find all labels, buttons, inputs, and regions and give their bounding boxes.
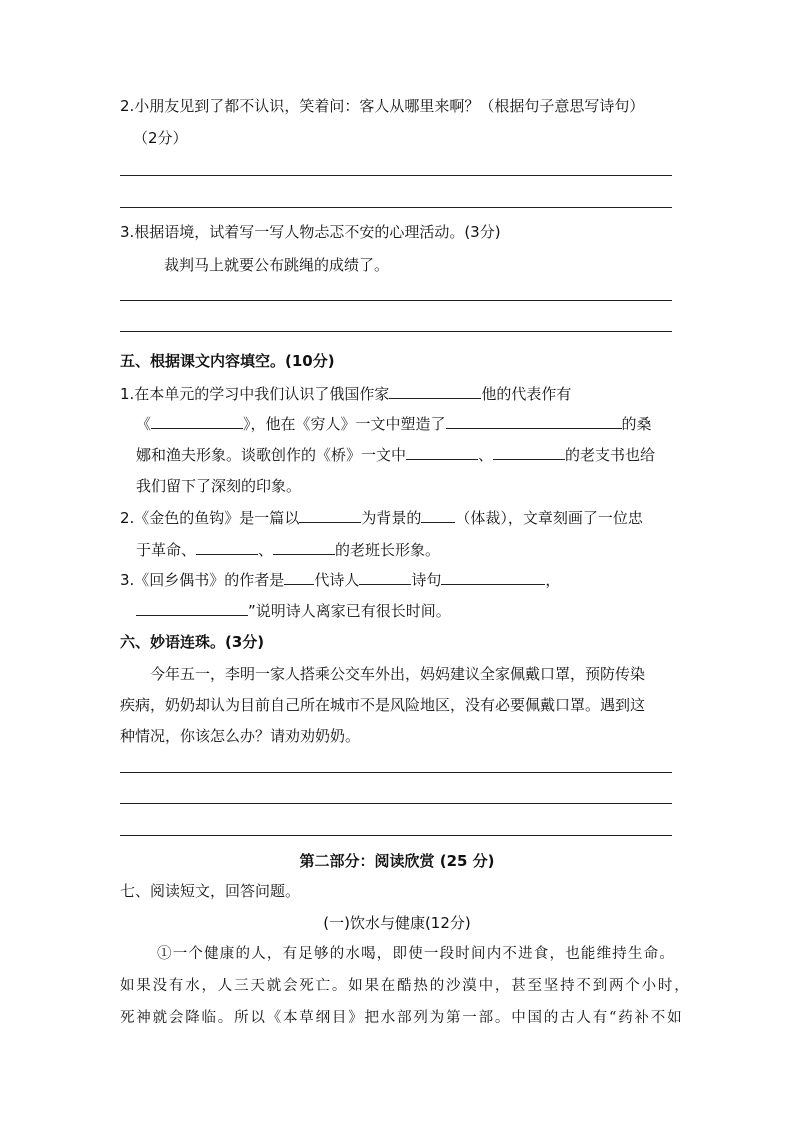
passage-line2: 如果没有水，人三天就会死亡。如果在酷热的沙漠中，甚至坚持不到两个小时， [120,978,691,994]
answer-line [120,331,672,332]
blank [151,413,243,429]
blank [136,600,248,616]
answer-line [120,175,672,176]
blank [273,539,335,555]
s5-item2-line1: 2.《金色的鱼钩》是一篇以 为背景的 （体裁），文章刻画了一位忠 [120,509,643,527]
s6-paragraph-line2: 疾病，奶奶却认为目前自己所在城市不是风险地区，没有必要佩戴口罩。遇到这 [120,696,646,714]
blank [421,507,455,523]
q2-line2: （2分） [133,129,188,147]
answer-line [120,835,672,836]
s5-item1-line4: 我们留下了深刻的印象。 [136,477,302,495]
s5-item2-line2: 于革命、 、 的老班长形象。 [136,541,441,559]
blank [359,569,411,585]
s5-item3-line2: ”说明诗人离家已有很长时间。 [136,600,451,621]
blank [284,569,314,585]
q3-line1: 3.根据语境，试着写一写人物忐忑不安的心理活动。(3分) [120,223,501,241]
part2-title: 第二部分：阅读欣赏 (25 分) [299,852,495,870]
passage-line3: 死神就会降临。所以《本草纲目》把水部列为第一部。中国的古人有“药补不如 [120,1010,684,1026]
blank [196,539,258,555]
passage-subtitle: (一)饮水与健康(12分) [323,914,471,932]
blank [446,413,622,429]
section-5-title: 五、根据课文内容填空。(10分) [120,352,335,370]
answer-line [120,207,672,208]
blank [493,444,565,460]
s5-item1-line2: 《 》，他在《穷人》一文中塑造了 的桑 [136,415,652,433]
answer-line [120,803,672,804]
q2-line1: 2.小朋友见到了都不认识，笑着问：客人从哪里来啊？（根据句子意思写诗句） [120,97,645,115]
answer-line [120,772,672,773]
s6-paragraph-line3: 种情况，你该怎么办？请劝劝奶奶。 [120,727,361,745]
q3-line2: 裁判马上就要公布跳绳的成绩了。 [164,256,390,274]
passage-line1: ①一个健康的人，有足够的水喝，即使一段时间内不进食，也能维持生命。 [157,946,676,962]
s6-paragraph-line1: 今年五一，李明一家人搭乘公交车外出，妈妈建议全家佩戴口罩，预防传染 [150,665,646,683]
s5-item1-line1: 1.在本单元的学习中我们认识了俄国作家 他的代表作有 [120,385,572,403]
section-7-title: 七、阅读短文，回答问题。 [120,882,301,900]
s5-item1-line3: 娜和渔夫形象。谈歌创作的《桥》一文中 、 的老支书也给 [136,446,656,464]
blank [406,444,478,460]
blank [441,569,545,585]
section-6-title: 六、妙语连珠。(3分) [120,633,265,651]
s5-item3-line1: 3.《回乡偶书》的作者是 代诗人 诗句 ， [120,571,561,589]
blank [389,383,481,399]
blank [299,507,361,523]
answer-line [120,300,672,301]
